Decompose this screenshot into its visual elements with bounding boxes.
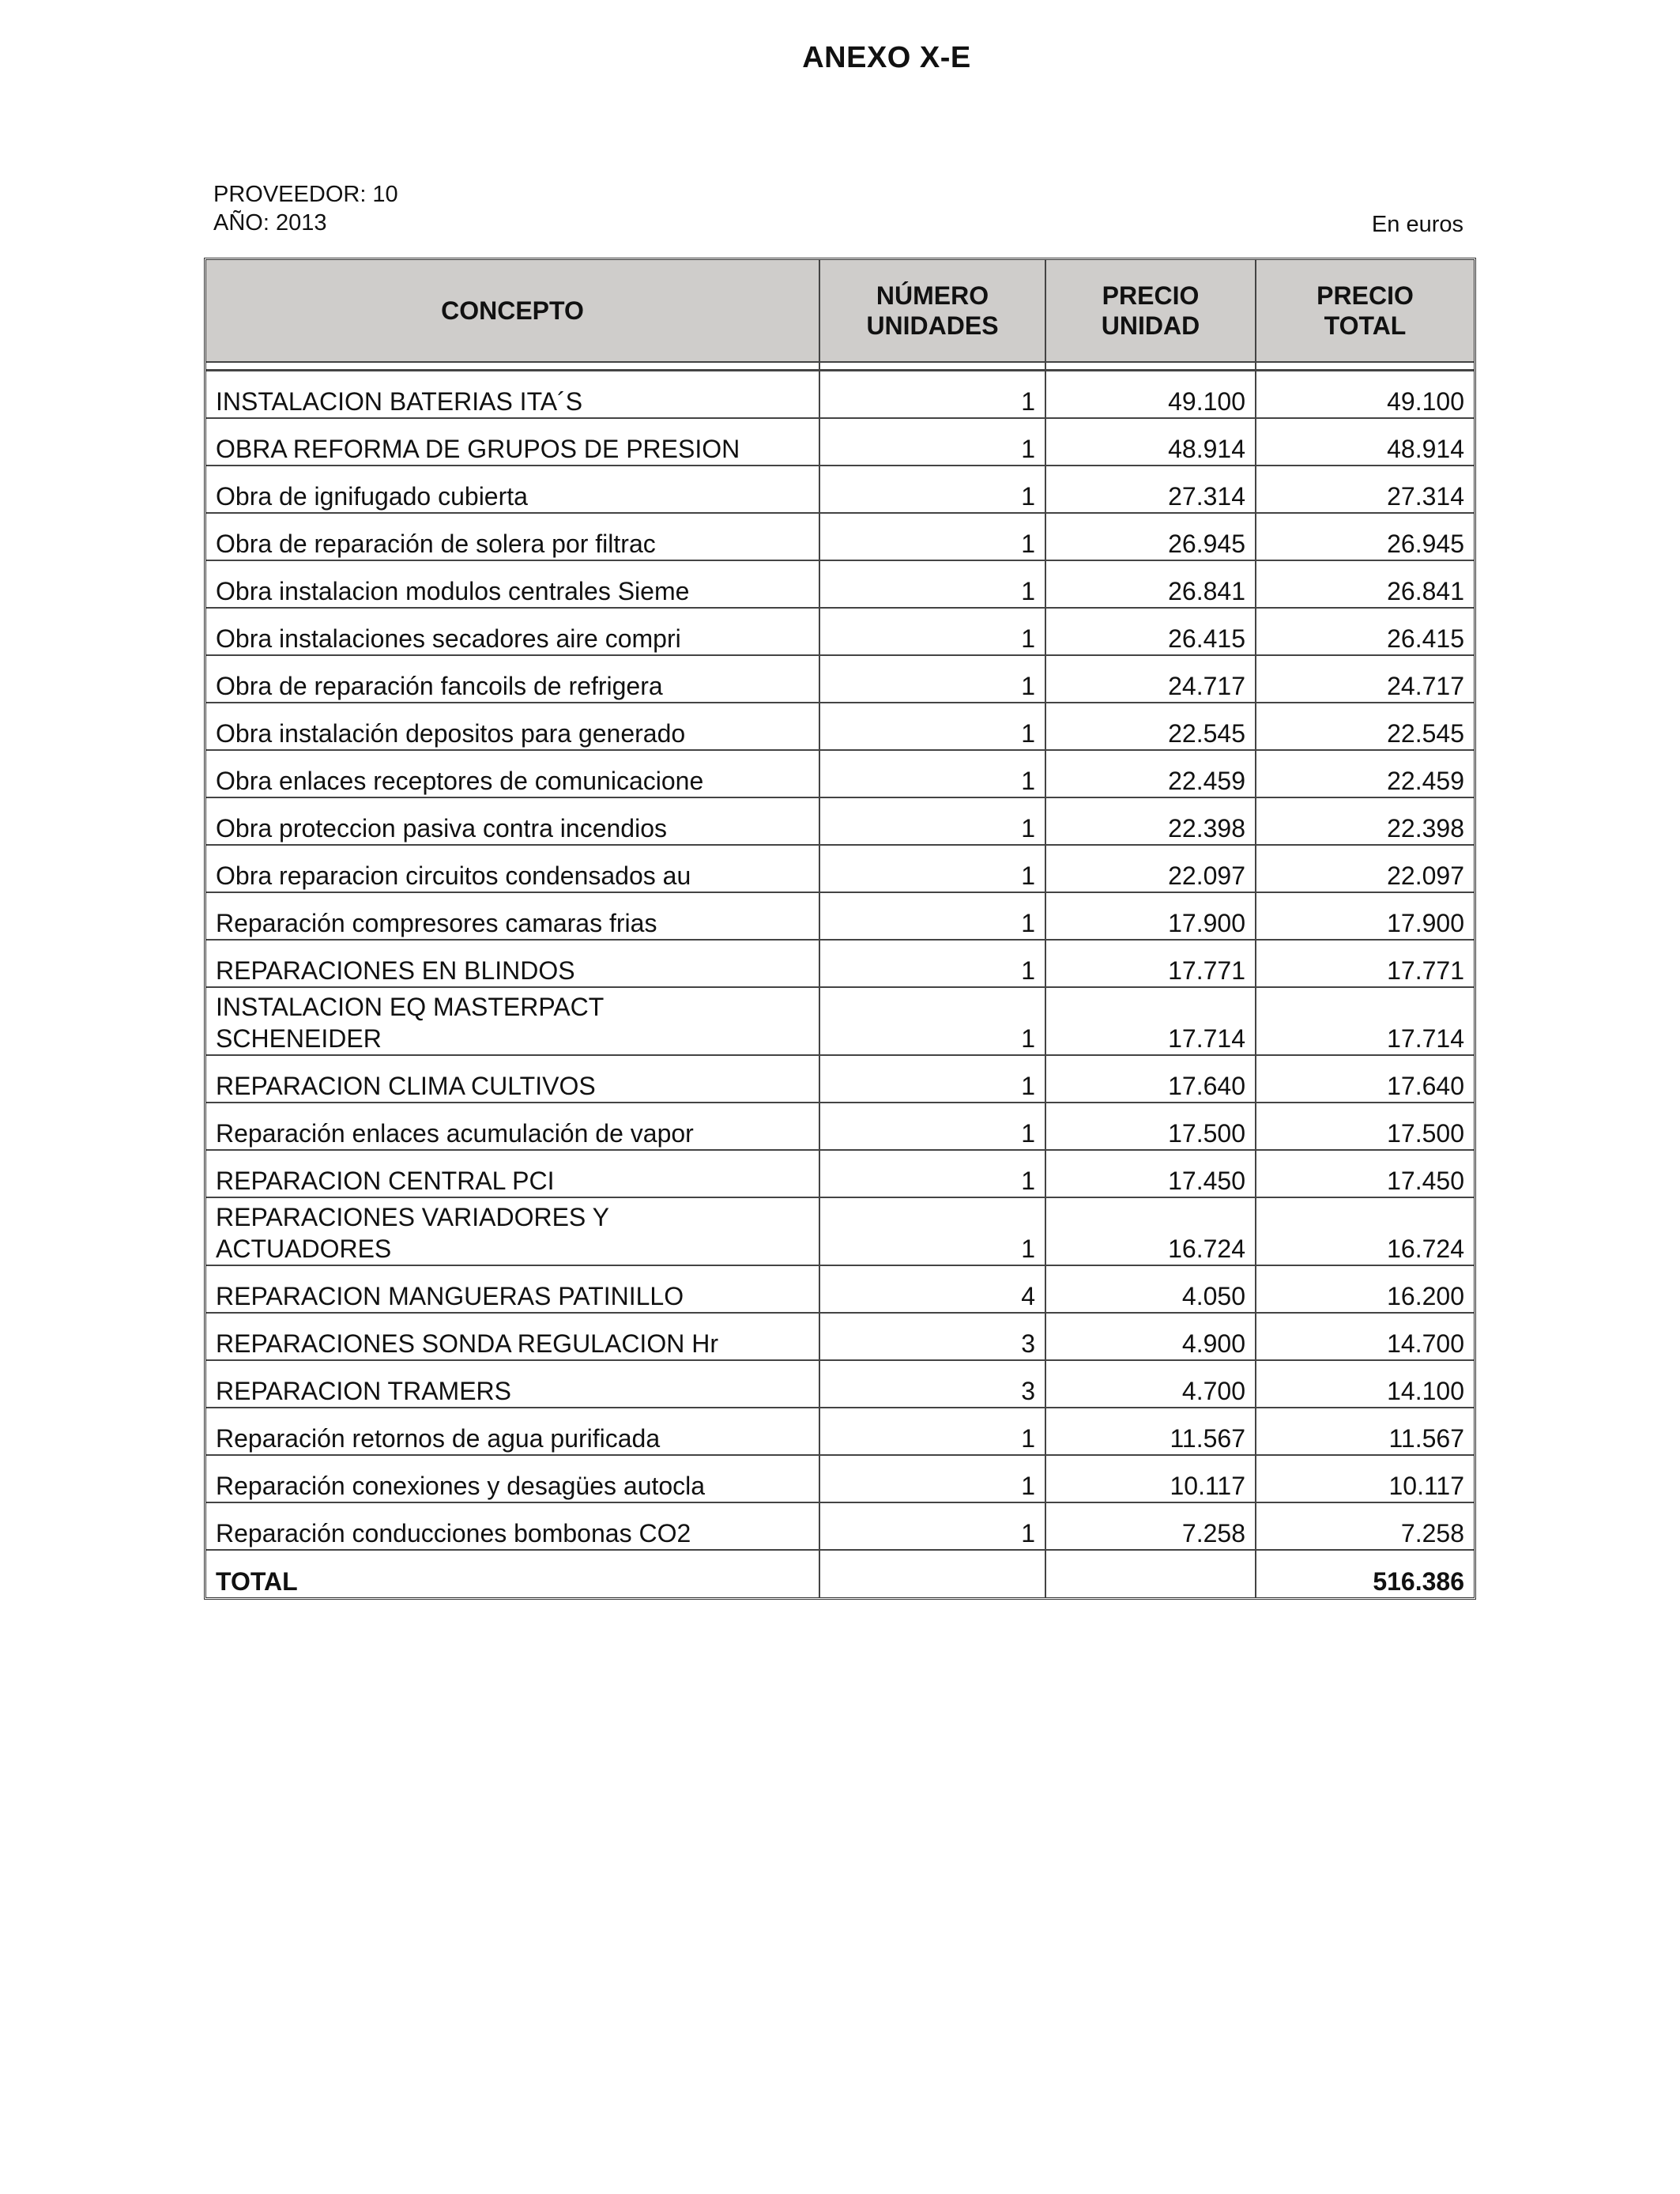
total-price-cell: 11.567 [1256,1408,1474,1455]
header-total-price-line: PRECIO [1317,281,1414,310]
concept-cell: Reparación retornos de agua purificada [206,1408,819,1455]
units-cell: 1 [819,655,1045,703]
concept-cell: INSTALACION EQ MASTERPACT SCHENEIDER [206,987,819,1055]
unit-price-cell: 17.771 [1045,940,1256,987]
table-row [206,940,1474,987]
table-row [206,655,1474,703]
total-price-cell: 17.714 [1256,987,1474,1055]
header-units-line: NÚMERO [876,281,989,310]
concept-cell: Reparación compresores camaras frias [206,892,819,940]
header-units-line: UNIDADES [866,311,999,340]
total-price-cell: 16.200 [1256,1265,1474,1313]
total-price-cell: 49.100 [1256,371,1474,418]
table-row [206,418,1474,466]
concept-cell: REPARACION CLIMA CULTIVOS [206,1055,819,1103]
unit-price-cell: 17.450 [1045,1150,1256,1197]
table-body [206,371,1474,1597]
header-units [819,260,1045,362]
units-cell: 1 [819,940,1045,987]
year-label: AÑO: 2013 [213,210,327,236]
units-cell: 1 [819,1408,1045,1455]
table-row [206,560,1474,608]
units-cell: 1 [819,892,1045,940]
total-price-cell: 48.914 [1256,418,1474,466]
units-cell: 1 [819,418,1045,466]
concept-cell: OBRA REFORMA DE GRUPOS DE PRESION [206,418,819,466]
units-cell: 1 [819,1150,1045,1197]
unit-price-cell: 26.945 [1045,513,1256,560]
table-row [206,1408,1474,1455]
concept-cell: Obra instalacion modulos centrales Sieme [206,560,819,608]
table-row [206,703,1474,750]
table-row [206,513,1474,560]
units-cell: 1 [819,1103,1045,1150]
units-cell: 1 [819,1197,1045,1265]
total-row [206,1550,1474,1597]
document-meta [213,180,398,237]
table-row [206,1197,1474,1265]
header-unit-price-line: PRECIO [1102,281,1200,310]
concept-cell: Reparación conexiones y desagües autocla [206,1455,819,1502]
cost-table [204,258,1476,1600]
table-row [206,466,1474,513]
units-cell: 1 [819,1502,1045,1550]
total-price-cell: 27.314 [1256,466,1474,513]
total-price-cell: 17.900 [1256,892,1474,940]
unit-price-cell: 10.117 [1045,1455,1256,1502]
total-value: 516.386 [1256,1550,1474,1597]
concept-cell: REPARACIONES VARIADORES Y ACTUADORES [206,1197,819,1265]
table-row [206,1455,1474,1502]
header-total-price-line: TOTAL [1324,311,1407,340]
header-unit-price-line: UNIDAD [1101,311,1200,340]
unit-price-cell: 17.714 [1045,987,1256,1055]
table-row [206,987,1474,1055]
table-row [206,750,1474,797]
concept-cell: Obra de reparación de solera por filtrac [206,513,819,560]
total-price-cell: 17.500 [1256,1103,1474,1150]
concept-cell: INSTALACION BATERIAS ITA´S [206,371,819,418]
concept-cell: REPARACION TRAMERS [206,1360,819,1408]
currency-note: En euros [1371,212,1463,237]
total-price-cell: 14.700 [1256,1313,1474,1360]
unit-price-cell: 4.900 [1045,1313,1256,1360]
total-unit-price-empty [1045,1550,1256,1597]
table-row [206,608,1474,655]
concept-cell: REPARACIONES SONDA REGULACION Hr [206,1313,819,1360]
concept-cell: REPARACIONES EN BLINDOS [206,940,819,987]
units-cell: 1 [819,1055,1045,1103]
total-price-cell: 26.841 [1256,560,1474,608]
unit-price-cell: 26.415 [1045,608,1256,655]
units-cell: 1 [819,466,1045,513]
total-price-cell: 14.100 [1256,1360,1474,1408]
unit-price-cell: 48.914 [1045,418,1256,466]
table-row [206,1502,1474,1550]
concept-cell: Obra reparacion circuitos condensados au [206,845,819,892]
table-row [206,797,1474,845]
units-cell: 3 [819,1313,1045,1360]
unit-price-cell: 22.097 [1045,845,1256,892]
concept-cell: Obra enlaces receptores de comunicacione [206,750,819,797]
unit-price-cell: 7.258 [1045,1502,1256,1550]
total-price-cell: 22.097 [1256,845,1474,892]
table-row [206,892,1474,940]
units-cell: 1 [819,987,1045,1055]
total-price-cell: 22.398 [1256,797,1474,845]
unit-price-cell: 22.545 [1045,703,1256,750]
units-cell: 1 [819,797,1045,845]
concept-cell: Reparación conducciones bombonas CO2 [206,1502,819,1550]
table-row [206,1360,1474,1408]
total-price-cell: 17.450 [1256,1150,1474,1197]
unit-price-cell: 11.567 [1045,1408,1256,1455]
unit-price-cell: 26.841 [1045,560,1256,608]
total-price-cell: 26.415 [1256,608,1474,655]
table-row [206,1265,1474,1313]
concept-cell: REPARACION CENTRAL PCI [206,1150,819,1197]
header-spacer [206,362,1474,371]
table-row [206,1313,1474,1360]
units-cell: 1 [819,703,1045,750]
concept-cell: Obra proteccion pasiva contra incendios [206,797,819,845]
total-price-cell: 24.717 [1256,655,1474,703]
concept-cell: Obra de reparación fancoils de refrigera [206,655,819,703]
total-price-cell: 17.771 [1256,940,1474,987]
supplier-label: PROVEEDOR: 10 [213,182,398,207]
unit-price-cell: 22.459 [1045,750,1256,797]
total-units-empty [819,1550,1045,1597]
header-total-price [1256,260,1474,362]
unit-price-cell: 4.050 [1045,1265,1256,1313]
concept-cell: REPARACION MANGUERAS PATINILLO [206,1265,819,1313]
total-price-cell: 10.117 [1256,1455,1474,1502]
unit-price-cell: 17.900 [1045,892,1256,940]
unit-price-cell: 24.717 [1045,655,1256,703]
table-row [206,1103,1474,1150]
concept-cell: Reparación enlaces acumulación de vapor [206,1103,819,1150]
total-price-cell: 16.724 [1256,1197,1474,1265]
header-unit-price [1045,260,1256,362]
unit-price-cell: 27.314 [1045,466,1256,513]
unit-price-cell: 49.100 [1045,371,1256,418]
table-header-row [206,260,1474,362]
total-price-cell: 22.459 [1256,750,1474,797]
unit-price-cell: 17.500 [1045,1103,1256,1150]
unit-price-cell: 17.640 [1045,1055,1256,1103]
units-cell: 4 [819,1265,1045,1313]
table-row [206,1055,1474,1103]
total-price-cell: 26.945 [1256,513,1474,560]
units-cell: 1 [819,513,1045,560]
unit-price-cell: 22.398 [1045,797,1256,845]
unit-price-cell: 4.700 [1045,1360,1256,1408]
units-cell: 1 [819,371,1045,418]
concept-cell: Obra instalación depositos para generado [206,703,819,750]
total-price-cell: 22.545 [1256,703,1474,750]
unit-price-cell: 16.724 [1045,1197,1256,1265]
header-concept: CONCEPTO [206,260,819,362]
table-row [206,371,1474,418]
table-row [206,845,1474,892]
total-price-cell: 7.258 [1256,1502,1474,1550]
table-row [206,1150,1474,1197]
units-cell: 1 [819,750,1045,797]
units-cell: 3 [819,1360,1045,1408]
total-price-cell: 17.640 [1256,1055,1474,1103]
units-cell: 1 [819,608,1045,655]
concept-cell: Obra de ignifugado cubierta [206,466,819,513]
units-cell: 1 [819,845,1045,892]
units-cell: 1 [819,560,1045,608]
units-cell: 1 [819,1455,1045,1502]
concept-cell: Obra instalaciones secadores aire compri [206,608,819,655]
page-title: ANEXO X-E [802,41,971,74]
total-label: TOTAL [206,1550,819,1597]
